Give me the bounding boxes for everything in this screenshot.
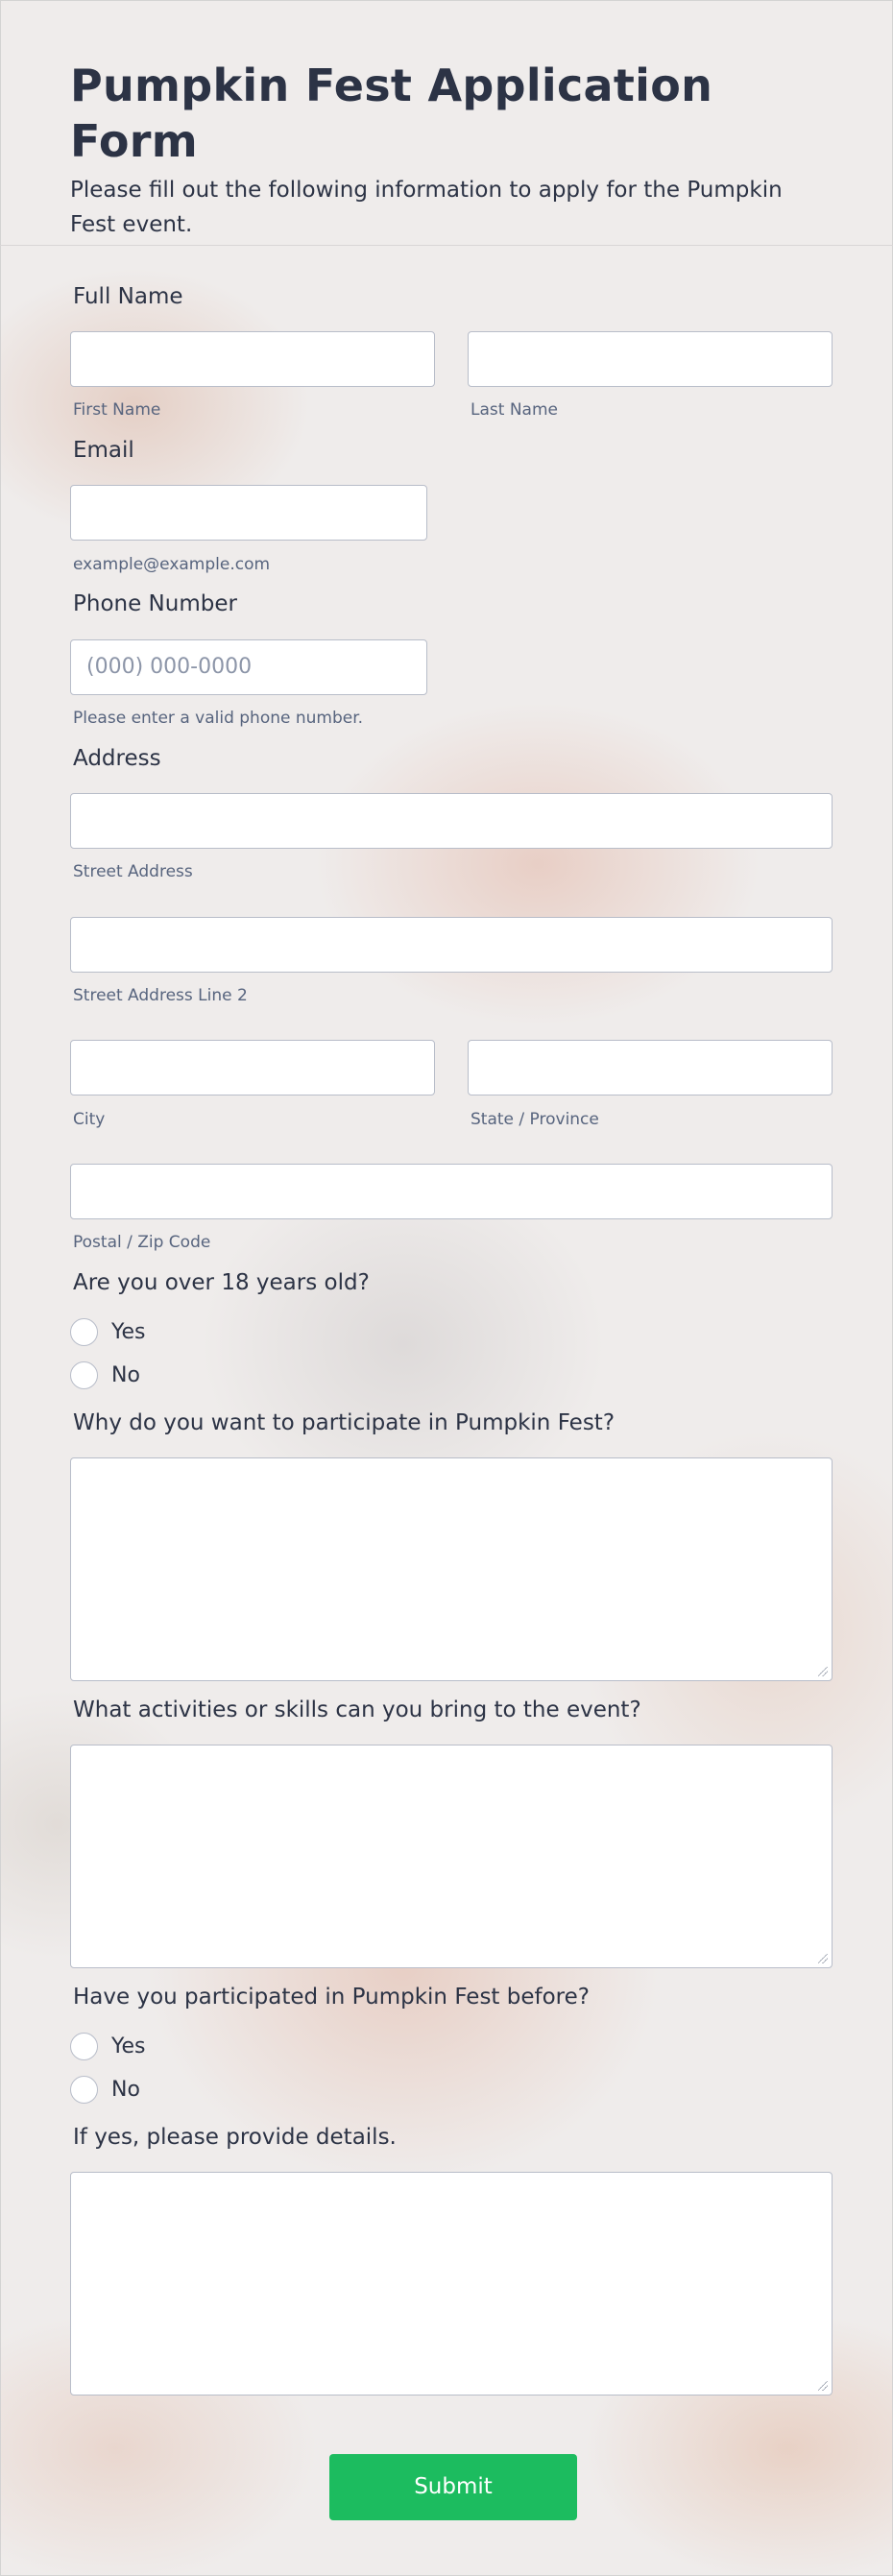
resize-grip-icon[interactable] [818,1667,828,1676]
participated-label: Have you participated in Pumpkin Fest before? [73,1985,590,2010]
details-label: If yes, please provide details. [73,2125,397,2150]
street-address-line2-input[interactable] [70,917,833,973]
radio-button[interactable] [70,2033,98,2060]
state-sublabel: State / Province [471,1110,599,1129]
resize-grip-icon[interactable] [818,1954,828,1963]
radio-button[interactable] [70,1361,98,1389]
participated-option-no[interactable] [70,2075,140,2104]
why-textarea[interactable] [70,1457,833,1681]
zip-input[interactable] [70,1164,833,1219]
address-label: Address [73,746,161,771]
phone-sublabel: Please enter a valid phone number. [73,709,364,728]
street-address-sublabel: Street Address [73,862,193,881]
radio-label: Yes [111,2034,146,2058]
street-address-input[interactable] [70,793,833,849]
radio-label: No [111,1362,140,1387]
street-address-line2-sublabel: Street Address Line 2 [73,986,248,1005]
submit-button[interactable]: Submit [329,2454,577,2520]
why-label: Why do you want to participate in Pumpkin Fest? [73,1410,615,1435]
over18-option-no[interactable] [70,1360,140,1389]
form-header [0,0,893,246]
over18-option-yes[interactable] [70,1317,146,1346]
email-label: Email [73,438,134,463]
city-sublabel: City [73,1110,106,1129]
email-sublabel: example@example.com [73,555,271,574]
participated-option-yes[interactable] [70,2032,146,2060]
city-input[interactable] [70,1040,435,1095]
zip-sublabel: Postal / Zip Code [73,1233,211,1252]
over18-label: Are you over 18 years old? [73,1270,370,1295]
last-name-sublabel: Last Name [471,400,558,420]
first-name-input[interactable] [70,331,435,387]
radio-button[interactable] [70,1318,98,1346]
full-name-label: Full Name [73,284,183,309]
form-description: Please fill out the following information to apply for the Pumpkin Fest event. [70,178,783,237]
radio-label: Yes [111,1319,146,1344]
phone-label: Phone Number [73,591,237,616]
skills-textarea[interactable] [70,1745,833,1968]
phone-input[interactable]: (000) 000-0000 [70,639,427,695]
radio-button[interactable] [70,2076,98,2104]
form-title: Pumpkin Fest Application Form [70,60,713,167]
first-name-sublabel: First Name [73,400,161,420]
radio-label: No [111,2077,140,2102]
last-name-input[interactable] [468,331,833,387]
email-input[interactable] [70,485,427,541]
state-input[interactable] [468,1040,833,1095]
skills-label: What activities or skills can you bring to the event? [73,1697,641,1722]
details-textarea[interactable] [70,2172,833,2395]
resize-grip-icon[interactable] [818,2381,828,2391]
